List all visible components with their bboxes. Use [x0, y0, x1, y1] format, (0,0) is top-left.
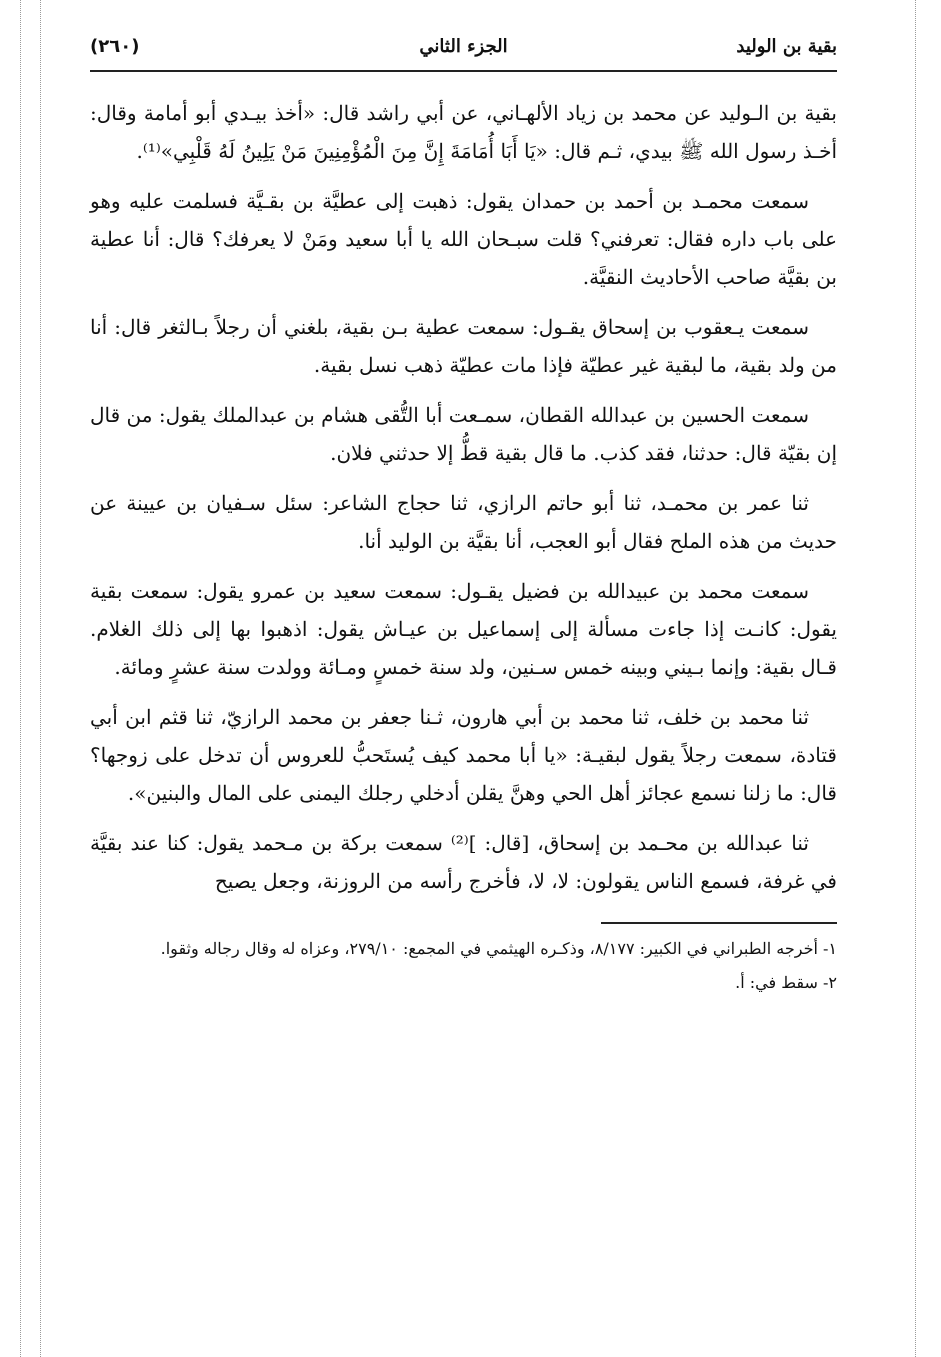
paragraph: سمعت الحسين بن عبدالله القطان، سمـعت أبا التُّقى هشام بن عبدالملك يقول: من قال إن بقيّة قال: حدثنا، فقد كذب. ما قال بقية قطُّ إلا حدثني فلان.: [90, 403, 837, 465]
paragraph: ثنا عبدالله بن محـمد بن إسحاق، [قال: ]⁽²⁾ سمعت بركة بن مـحمد يقول: كنا عند بقيَّة في غرفة، فسمع الناس يقولون: لا، لا، فأخرج رأسه من الروزنة، وجعل يصيح: [90, 831, 837, 893]
page-number: (٢٦٠): [90, 36, 140, 57]
paragraph: سمعت محمد بن عبيدالله بن فضيل يقـول: سمعت سعيد بن عمرو يقول: سمعت بقية يقول: كانـت إذا جاءت مسألة إلى إسماعيل بن عيـاش يقول: اذهبوا بها إلى ذلك الغلام. قـال بقية: وإنما بـيني وبينه خمس سـنين، ولد سنة خمسٍ ومـائة وولدت سنة عشرٍ ومائة.: [90, 579, 837, 679]
footnotes: [90, 934, 837, 998]
main-text: [90, 94, 837, 900]
paragraph: سمعت يـعقوب بن إسحاق يقـول: سمعت عطية بـن بقية، بلغني أن رجلاً بـالثغر قال: أنا من ولد بقية، ما لبقية غير عطيّة فإذا مات عطيّة ذهب نسل بقية.: [90, 315, 837, 377]
paragraph: بقية بن الـوليد عن محمد بن زياد الألهـاني، عن أبي راشد قال: «أخذ بيـدي أبو أمامة وقال: أخـذ رسول الله ﷺ بيدي، ثـم قال: «يَا أَبَا أُمَامَةَ إِنَّ مِنَ الْمُؤْمِنِينَ مَنْ يَلِينُ لَهُ قَلْبِي»⁽¹⁾.: [90, 101, 837, 163]
paragraph: ثنا محمد بن خلف، ثنا محمد بن أبي هارون، ثـنا جعفر بن محمد الرازيّ، ثنا قثم ابن أبي قتادة، سمعت رجلاً يقول لبقيـة: «يا أبا محمد كيف يُستَحبُّ للعروس أن تدخل على زوجها؟ قال: ما زلنا نسمع عجائز أهل الحي وهنَّ يقلن أدخلي رجلك اليمنى على المال والبنين».: [90, 705, 837, 805]
header-section-title: بقية بن الوليد: [736, 36, 837, 57]
book-page: [90, 28, 837, 1002]
scan-margin-dots: [915, 0, 916, 1357]
footnote: ١- أخرجه الطبراني في الكبير: ٨/١٧٧، وذكـره الهيثمي في المجمع: ٢٧٩/١٠، وعزاه له وقال رجاله وثقوا.: [160, 939, 837, 958]
scan-margin-dots: [20, 0, 21, 1357]
paragraph: سمعت محمـد بن أحمد بن حمدان يقول: ذهبت إلى عطيَّة بن بقـيَّة فسلمت عليه وهو على باب داره فقال: تعرفني؟ قلت سبـحان الله يا أبا سعيد ومَنْ لا يعرفك؟ قال: أنا عطية بن بقيَّة صاحب الأحاديث النقيَّة.: [90, 189, 837, 289]
header-volume-title: الجزء الثاني: [419, 36, 508, 57]
scan-margin-dots: [40, 0, 41, 1357]
footnote: ٢- سقط في: أ.: [735, 973, 837, 992]
paragraph: ثنا عمر بن محمـد، ثنا أبو حاتم الرازي، ثنا حجاج الشاعر: سئل سـفيان بن عيينة عن حديث من هذه الملح فقال أبو العجب، أنا بقيَّة بن الوليد أنا.: [90, 491, 837, 553]
running-header: [90, 28, 837, 72]
footnote-separator: [601, 922, 837, 924]
